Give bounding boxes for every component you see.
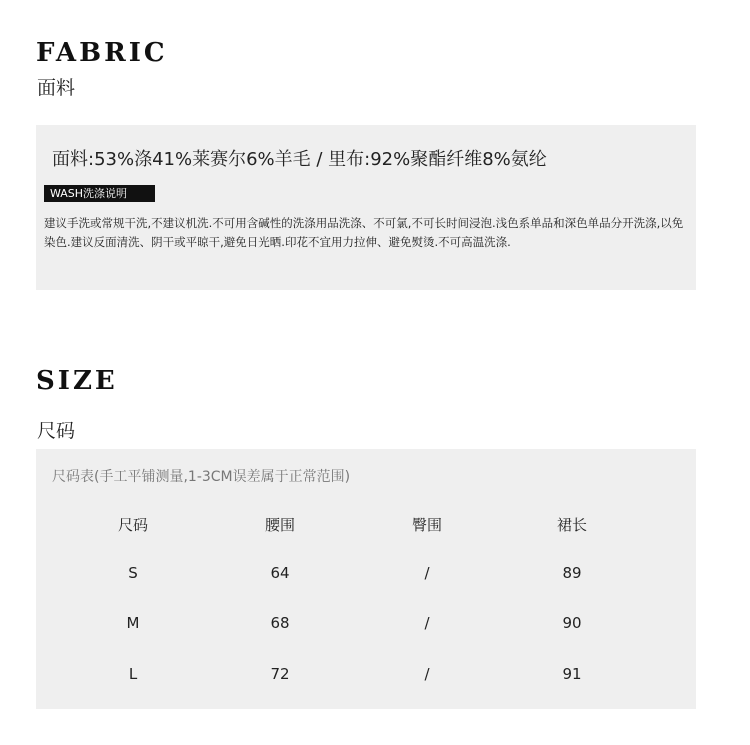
size-cell: 64	[270, 564, 290, 582]
wash-instructions: 建议手洗或常规干洗,不建议机洗.不可用含碱性的洗涤用品洗涤、不可氯,不可长时间浸泡.浅色系单品和深色单品分开洗涤,以免染色.建议反面清洗、阴干或平晾干,避免日光晒.印花不宜用力拉伸、避免熨烫.不可高温洗涤.	[44, 216, 684, 249]
size-chart-panel	[36, 449, 696, 709]
size-header-cell: 尺码	[117, 516, 148, 534]
fabric-composition: 面料:53%涤41%莱赛尔6%羊毛 / 里布:92%聚酯纤维8%氨纶	[52, 149, 547, 170]
size-cell: /	[424, 564, 430, 582]
size-cell: 89	[562, 564, 582, 582]
fabric-title-cn: 面料	[37, 77, 76, 99]
size-cell: L	[128, 665, 138, 683]
fabric-info-panel	[36, 125, 696, 290]
size-header-cell: 裙长	[556, 516, 587, 534]
size-header-cell: 腰围	[264, 516, 295, 534]
size-cell: S	[128, 564, 138, 582]
size-header-cell: 臀围	[411, 516, 442, 534]
size-cell: M	[126, 614, 140, 632]
size-cell: /	[424, 614, 430, 632]
size-cell: 90	[562, 614, 582, 632]
size-cell: /	[424, 665, 430, 683]
size-title-cn: 尺码	[37, 420, 76, 442]
size-cell: 91	[562, 665, 582, 683]
fabric-title-en: FABRIC	[36, 38, 168, 68]
size-title-en: SIZE	[36, 366, 118, 396]
size-cell: 68	[270, 614, 290, 632]
wash-label-tag: WASH洗涤说明	[44, 185, 155, 202]
size-cell: 72	[270, 665, 290, 683]
size-chart-note: 尺码表(手工平铺测量,1-3CM误差属于正常范围)	[52, 469, 351, 485]
